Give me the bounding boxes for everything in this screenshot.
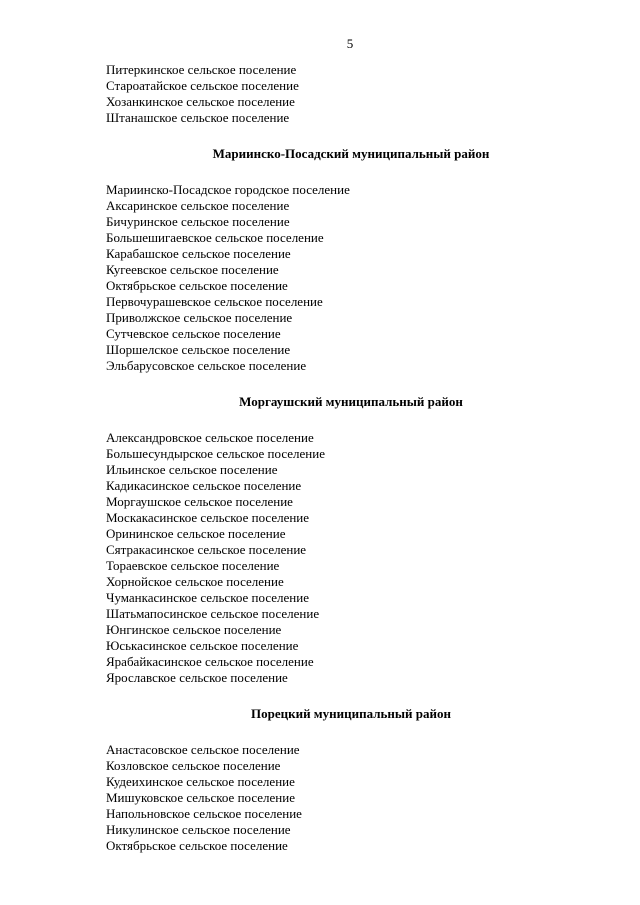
list-item: Бичуринское сельское поселение [106,214,290,229]
list-item: Питеркинское сельское поселение [106,62,297,77]
list-item: Сутчевское сельское поселение [106,326,281,341]
list-item: Шоршелское сельское поселение [106,342,291,357]
list-item: Ильинское сельское поселение [106,462,278,477]
list-item: Большесундырское сельское поселение [106,446,325,461]
list-item: Юськасинское сельское поселение [106,638,299,653]
list-item: Хорнойское сельское поселение [106,574,284,589]
list-item: Чуманкасинское сельское поселение [106,590,309,605]
list-item: Староатайское сельское поселение [106,78,299,93]
list-item: Кудеихинское сельское поселение [106,774,295,789]
list-item: Мариинско-Посадское городское поселение [106,182,350,197]
section-heading: Порецкий муниципальный район [250,706,451,721]
list-item: Напольновское сельское поселение [106,806,302,821]
list-item: Октябрьское сельское поселение [106,838,288,853]
list-item: Ярославское сельское поселение [106,670,288,685]
list-item: Эльбарусовское сельское поселение [106,358,307,373]
list-item: Никулинское сельское поселение [106,822,291,837]
list-item: Анастасовское сельское поселение [106,742,300,757]
list-item: Шатьмапосинское сельское поселение [106,606,320,621]
list-item: Первочурашевское сельское поселение [106,294,323,309]
section-mariinsko-posadsky [106,146,606,374]
list-item: Юнгинское сельское поселение [106,622,282,637]
list-item: Сятракасинское сельское поселение [106,542,307,557]
list-item: Тораевское сельское поселение [106,558,280,573]
list-item: Аксаринское сельское поселение [106,198,290,213]
section-poretsky [106,706,606,854]
list-item: Орининское сельское поселение [106,526,286,541]
list-item: Штанашское сельское поселение [106,110,290,125]
page-number: 5 [346,36,354,51]
list-item: Карабашское сельское поселение [106,246,291,261]
list-item: Моргаушское сельское поселение [106,494,293,509]
list-item: Кугеевское сельское поселение [106,262,279,277]
intro-list [106,62,606,126]
list-item: Александровское сельское поселение [106,430,314,445]
list-item: Хозанкинское сельское поселение [106,94,295,109]
list-item: Москакасинское сельское поселение [106,510,310,525]
section-morgaushsky [106,394,606,686]
section-heading: Мариинско-Посадский муниципальный район [212,146,490,161]
list-item: Козловское сельское поселение [106,758,281,773]
section-heading: Моргаушский муниципальный район [239,394,463,409]
list-item: Кадикасинское сельское поселение [106,478,302,493]
list-item: Ярабайкасинское сельское поселение [106,654,314,669]
list-item: Мишуковское сельское поселение [106,790,295,805]
document-body [106,62,606,854]
list-item: Большешигаевское сельское поселение [106,230,324,245]
list-item: Октябрьское сельское поселение [106,278,288,293]
list-item: Приволжское сельское поселение [106,310,293,325]
